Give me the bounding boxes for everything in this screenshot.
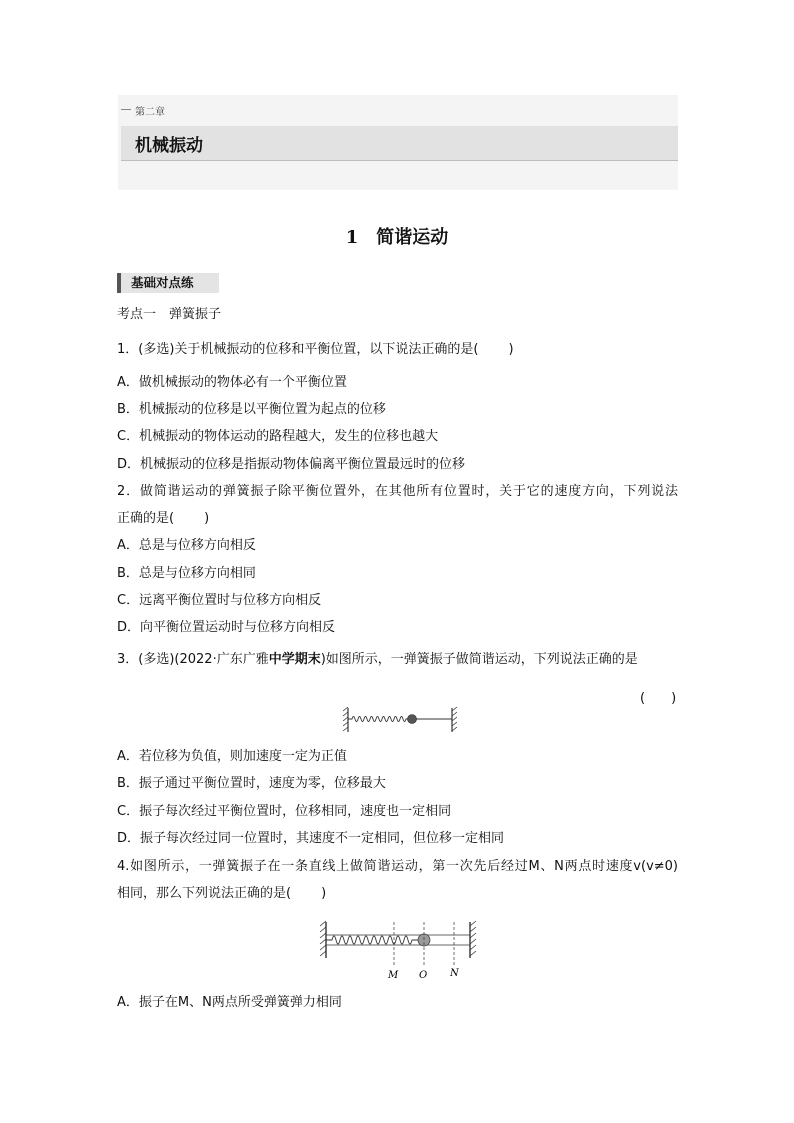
question-3-stem-bold: 中学期末 [268,652,321,667]
question-3-stem [117,651,638,669]
question-3-answer-paren: ( ) [640,691,677,706]
chapter-title-bar [121,126,678,161]
question-2-option-a: A．总是与位移方向相反 [117,538,256,553]
ball [408,715,417,724]
right-wall [452,707,457,732]
question-4-stem-text: 相同，那么下列说法正确的是( [117,886,292,901]
question-3-option-a: A．若位移为负值，则加速度一定为正值 [117,749,347,764]
question-2-option-c: C．远离平衡位置时与位移方向相反 [117,593,322,608]
lesson-number: 1 [345,227,359,248]
question-1-stem [117,341,514,359]
question-3-stem-b: )如图所示，一弹簧振子做简谐运动，下列说法正确的是 [320,652,638,667]
label-n: N [450,968,459,979]
right-wall [470,921,476,958]
left-wall [320,921,326,958]
spring [348,717,408,722]
lesson-title [0,223,794,249]
label-o: O [419,970,428,981]
question-4-stem-line2 [117,885,326,903]
question-2-stem-line2 [117,510,209,528]
question-1-option-c: C．机械振动的物体运动的路程越大，发生的位移也越大 [117,429,439,444]
question-1-stem-text: 1．(多选)关于机械振动的位移和平衡位置，以下说法正确的是( [117,342,479,357]
question-2-stem-line1: 2．做简谐运动的弹簧振子除平衡位置外，在其他所有位置时，关于它的速度方向，下列说法 [117,484,678,499]
question-4-figure [318,918,478,984]
left-wall [343,707,348,732]
section-tag [117,273,219,293]
question-3-figure [340,706,460,734]
question-2-option-d: D．向平衡位置运动时与位移方向相反 [117,620,336,635]
question-4-stem-line1: 4.如图所示，一弹簧振子在一条直线上做简谐运动，第一次先后经过M、N两点时速度v(v≠0) [117,859,678,874]
section-tag-text: 基础对点练 [131,275,194,290]
question-4-close-paren: ) [321,886,327,901]
question-3-option-b: B．振子通过平衡位置时，速度为零，位移最大 [117,776,386,791]
question-3-option-d: D．振子每次经过同一位置时，其速度不一定相同，但位移一定相同 [117,831,505,846]
lesson-title-text: 简谐运动 [376,227,449,248]
question-4-option-a: A．振子在M、N两点所受弹簧弹力相同 [117,995,342,1010]
question-3-stem-a: 3．(多选)(2022·广东广雅 [117,652,269,667]
label-m: M [388,970,399,981]
spring [326,936,418,944]
question-2-close-paren: ) [204,511,210,526]
question-3-option-c: C．振子每次经过平衡位置时，位移相同，速度也一定相同 [117,804,452,819]
chapter-label: 第二章 [121,103,165,118]
question-1-option-d: D．机械振动的位移是指振动物体偏离平衡位置最远时的位移 [117,457,466,472]
question-1-option-b: B．机械振动的位移是以平衡位置为起点的位移 [117,402,386,417]
chapter-title: 机械振动 [135,136,203,156]
question-1-option-a: A．做机械振动的物体必有一个平衡位置 [117,375,347,390]
question-1-close-paren: ) [508,342,514,357]
question-2-stem-text: 正确的是( [117,511,175,526]
question-2-option-b: B．总是与位移方向相同 [117,566,256,581]
topic-heading: 考点一 弹簧振子 [117,307,222,322]
